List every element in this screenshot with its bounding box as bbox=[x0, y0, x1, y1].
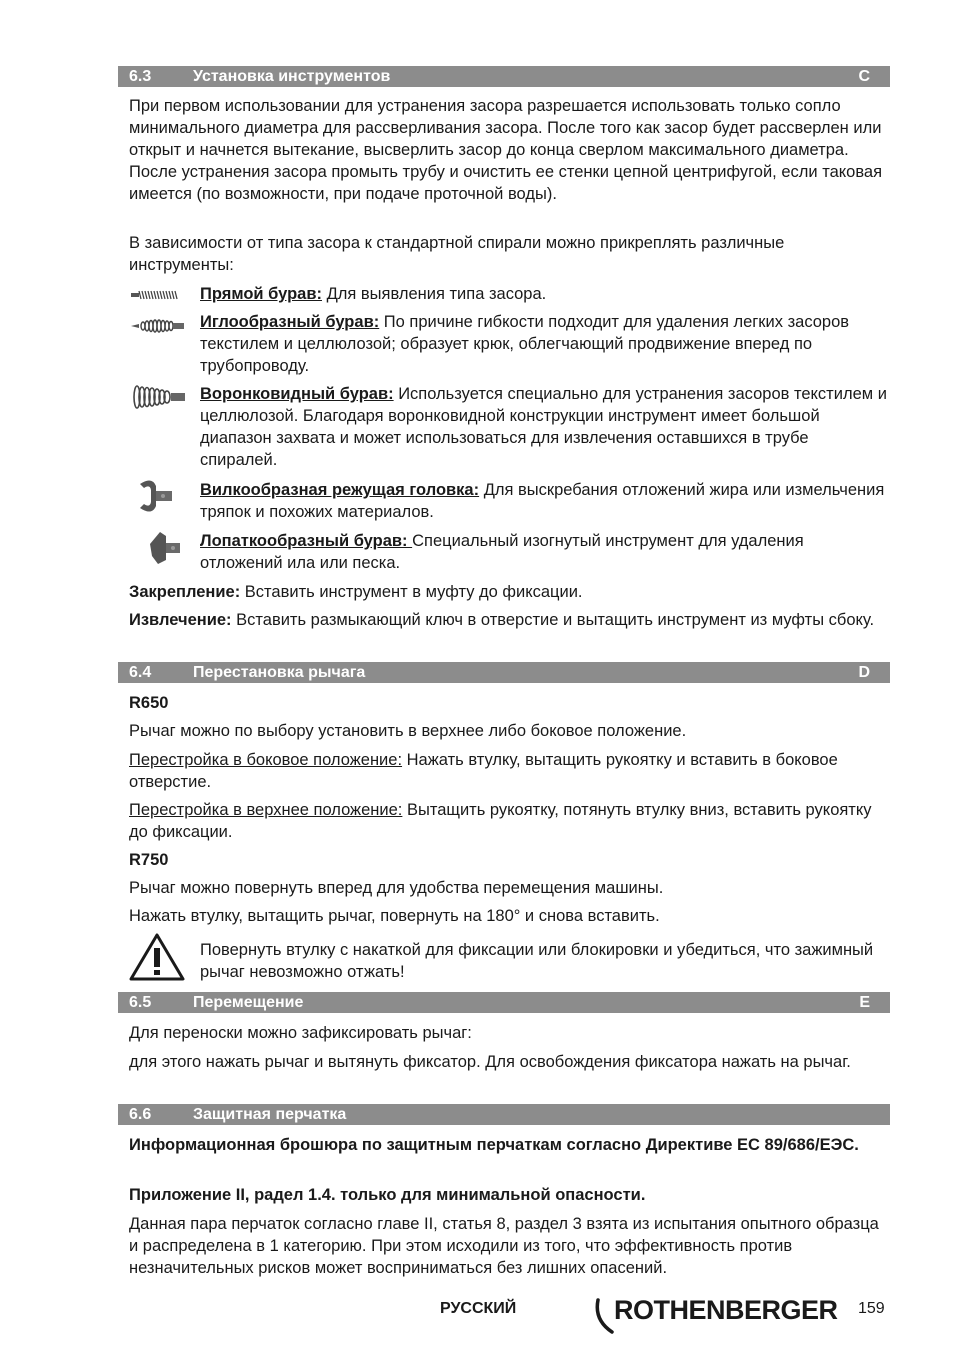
tool-description-needle: Иглообразный бурав: По причине гибкости подходит для удаления легких засоров текстилем и целлюлозой; образует крюк, облегчающий продвижение вперед по трубопроводу. bbox=[200, 313, 850, 375]
side-position-instruction: Перестройка в боковое положение: Нажать втулку, вытащить рукоятку и вставить в боковое отверстие. bbox=[129, 751, 838, 791]
section-title: Защитная перчатка bbox=[193, 1106, 347, 1123]
bold-paragraph: Информационная брошюра по защитным перчаткам согласно Директиве ЕС 89/686/ЕЭС. bbox=[129, 1136, 859, 1154]
section-header-6-5 bbox=[118, 992, 890, 1013]
paragraph: для этого нажать рычаг и вытянуть фиксатор. Для освобождения фиксатора нажать на рычаг. bbox=[129, 1053, 851, 1071]
section-title: Перемещение bbox=[193, 994, 304, 1011]
straight-auger-icon bbox=[131, 289, 181, 301]
figure-letter: C bbox=[858, 68, 870, 85]
figure-letter: E bbox=[859, 994, 870, 1011]
fork-cutter-icon bbox=[136, 478, 176, 514]
paragraph: Рычаг можно повернуть вперед для удобства перемещения машины. bbox=[129, 879, 664, 897]
needle-auger-icon bbox=[131, 318, 185, 334]
figure-letter: D bbox=[858, 664, 870, 681]
model-heading-r750: R750 bbox=[129, 851, 169, 869]
top-position-instruction: Перестройка в верхнее положение: Вытащить рукоятку, потянуть втулку вниз, вставить рукоятку до фиксации. bbox=[129, 801, 872, 841]
section-number: 6.3 bbox=[129, 68, 152, 85]
brand-logo-arc bbox=[594, 1298, 616, 1336]
bold-paragraph: Приложение II, радел 1.4. только для минимальной опасности. bbox=[129, 1186, 646, 1204]
spade-auger-icon bbox=[146, 530, 186, 566]
paragraph: Данная пара перчаток согласно главе II, статья 8, раздел 3 взята из испытания опытного образца и распределена в 1 категорию. При этом исходили из того, что эффективность против незначительных рисков может восприниматься без лишних опасений. bbox=[129, 1215, 879, 1277]
warning-icon bbox=[128, 932, 186, 982]
section-number: 6.4 bbox=[129, 664, 152, 681]
section-header-6-4 bbox=[118, 662, 890, 683]
paragraph: Для переноски можно зафиксировать рычаг: bbox=[129, 1024, 472, 1042]
section-title: Перестановка рычага bbox=[193, 664, 366, 681]
section-header-6-3 bbox=[118, 66, 890, 87]
paragraph: В зависимости от типа засора к стандартной спирали можно прикреплять различные инструменты: bbox=[129, 234, 785, 274]
paragraph: Рычаг можно по выбору установить в верхнее либо боковое положение. bbox=[129, 722, 687, 740]
section-number: 6.6 bbox=[129, 1106, 152, 1123]
removal-instruction: Извлечение: Вставить размыкающий ключ в отверстие и вытащить инструмент из муфты сбоку. bbox=[129, 611, 875, 629]
model-heading-r650: R650 bbox=[129, 694, 169, 712]
tool-description-fork: Вилкообразная режущая головка: Для выскребания отложений жира или измельчения тряпок и похожих материалов. bbox=[200, 481, 885, 521]
fixing-instruction: Закрепление: Вставить инструмент в муфту до фиксации. bbox=[129, 583, 583, 601]
funnel-auger-icon bbox=[131, 384, 187, 410]
tool-description-spade: Лопаткообразный бурав: Специальный изогнутый инструмент для удаления отложений ила или песка. bbox=[200, 532, 804, 572]
warning-text: Повернуть втулку с накаткой для фиксации или блокировки и убедиться, что зажимный рычаг невозможно отжать! bbox=[200, 941, 874, 981]
section-number: 6.5 bbox=[129, 994, 152, 1011]
tool-description-straight: Прямой бурав: Для выявления типа засора. bbox=[200, 285, 547, 303]
footer-language: РУССКИЙ bbox=[440, 1300, 517, 1317]
page-number: 159 bbox=[858, 1300, 885, 1317]
tool-description-funnel: Воронковидный бурав: Используется специально для устранения засоров текстилем и целлюлозой. Благодаря воронковидной конструкции инструмент имеет большой диапазон захвата и может использоваться для извлечения оставшихся в трубе спиралей. bbox=[200, 385, 887, 469]
brand-logo: ROTHENBERGER bbox=[614, 1295, 838, 1325]
section-title: Установка инструментов bbox=[193, 68, 391, 85]
section-header-6-6 bbox=[118, 1104, 890, 1125]
paragraph: При первом использовании для устранения засора разрешается использовать только сопло минимального диаметра для рассверливания засора. После того как засор будет рассверлен или открыт и начнется вытекание, высверлить засор до конца сверлом максимального диаметра. После устранения засора промыть трубу и очистить ее стенки цепной центрифугой, если таковая имеется (по возможности, при подаче проточной воды). bbox=[129, 97, 883, 203]
paragraph: Нажать втулку, вытащить рычаг, повернуть на 180° и снова вставить. bbox=[129, 907, 660, 925]
